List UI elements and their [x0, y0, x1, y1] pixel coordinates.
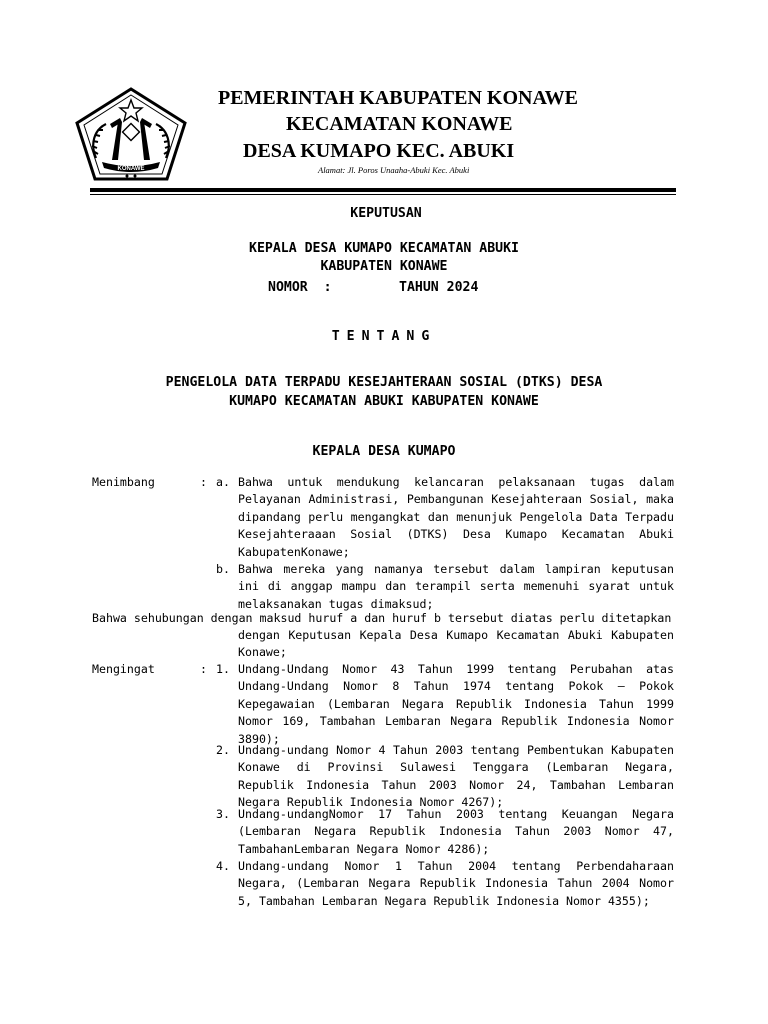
decree-type: KEPUTUSAN [350, 206, 422, 221]
konawe-emblem-logo [72, 86, 190, 182]
mengingat-item-2: Undang-undang Nomor 4 Tahun 2003 tentang Pembentukan Kabupaten Konawe di Provinsi Sulawesi Tenggara (Lembaran Negara, Republik Indonesia Tahun 2003 Nomor 24, Tambahan Lembaran Negara Republik Indonesia Nomor 4267); [238, 743, 674, 810]
menimbang-marker-a: a. [216, 475, 230, 489]
letterhead-line-2: KECAMATAN KONAWE [286, 113, 513, 135]
menimbang-colon: : [200, 475, 207, 489]
mengingat-item-4: Undang-undang Nomor 1 Tahun 2004 tentang Perbendaharaan Negara, (Lembaran Negara Republik Indonesia Tahun 2004 Nomor 5, Tambahan Lembaran Negara Republik Indonesia Nomor 4355); [238, 859, 674, 908]
issuer-line-2: KABUPATEN KONAWE [320, 259, 448, 274]
letterhead-rule-thick [90, 188, 676, 192]
menimbang-item-b: Bahwa mereka yang namanya tersebut dalam lampiran keputusan ini di anggap mampu dan terampil serta memenuhi syarat untuk melaksanakan tugas dimaksud; [238, 562, 674, 611]
mengingat-item-1: Undang-Undang Nomor 43 Tahun 1999 tentang Perubahan atas Undang-Undang Nomor 8 Tahun 1974 tentang Pokok – Pokok Kepegawaian (Lembaran Negara Republik Indonesia Tahun 1999 Nomor 169, Tambahan Lembaran Negara Republik Indonesia Nomor 3890); [238, 662, 674, 746]
menimbang-conclusion-rest: dengan Keputusan Kepala Desa Kumapo Kecamatan Abuki Kabupaten Konawe; [238, 628, 674, 660]
letterhead-rule-thin [90, 194, 676, 195]
letterhead-address: Alamat: Jl. Poros Unaaha-Abuki Kec. Abuki [318, 165, 470, 175]
decree-title-line-1: PENGELOLA DATA TERPADU KESEJAHTERAAN SOSIAL (DTKS) DESA [165, 375, 603, 390]
mengingat-item-3: Undang-undangNomor 17 Tahun 2003 tentang Keuangan Negara (Lembaran Negara Republik Indonesia Tahun 2003 Nomor 47, TambahanLembaran Negara Nomor 4286); [238, 807, 674, 856]
logo-banner-text: KONAWE [117, 166, 145, 172]
letterhead-line-1: PEMERINTAH KABUPATEN KONAWE [218, 87, 579, 109]
mengingat-colon: : [200, 662, 207, 676]
mengingat-marker-4: 4. [216, 859, 230, 873]
mengingat-marker-2: 2. [216, 743, 230, 757]
decree-year: TAHUN 2024 [399, 280, 479, 295]
menimbang-marker-b: b. [216, 562, 230, 576]
menimbang-item-a: Bahwa untuk mendukung kelancaran pelaksanaan tugas dalam Pelayanan Administrasi, Pembangunan Kesejahteraan Sosial, maka dipandang perlu mengangkat dan menunjuk Pengelola Data Terpadu Kesejahteraaan Sosial (DTKS) Desa Kumapo Kecamatan Abuki KabupatenKonawe; [238, 475, 674, 559]
mengingat-marker-1: 1. [216, 662, 230, 676]
mengingat-marker-3: 3. [216, 807, 230, 821]
decree-about-heading: TENTANG [331, 329, 437, 344]
menimbang-label: Menimbang [92, 475, 155, 489]
official-title: KEPALA DESA KUMAPO [312, 444, 456, 459]
letterhead-line-3: DESA KUMAPO KEC. ABUKI [243, 140, 515, 162]
decree-number-label: NOMOR : [268, 280, 332, 295]
decree-title-line-2: KUMAPO KECAMATAN ABUKI KABUPATEN KONAWE [229, 394, 539, 409]
menimbang-conclusion-first: Bahwa sehubungan dengan maksud huruf a dan huruf b tersebut diatas perlu ditetapkan [92, 611, 672, 625]
mengingat-label: Mengingat [92, 662, 155, 676]
issuer-line-1: KEPALA DESA KUMAPO KECAMATAN ABUKI [249, 241, 519, 256]
